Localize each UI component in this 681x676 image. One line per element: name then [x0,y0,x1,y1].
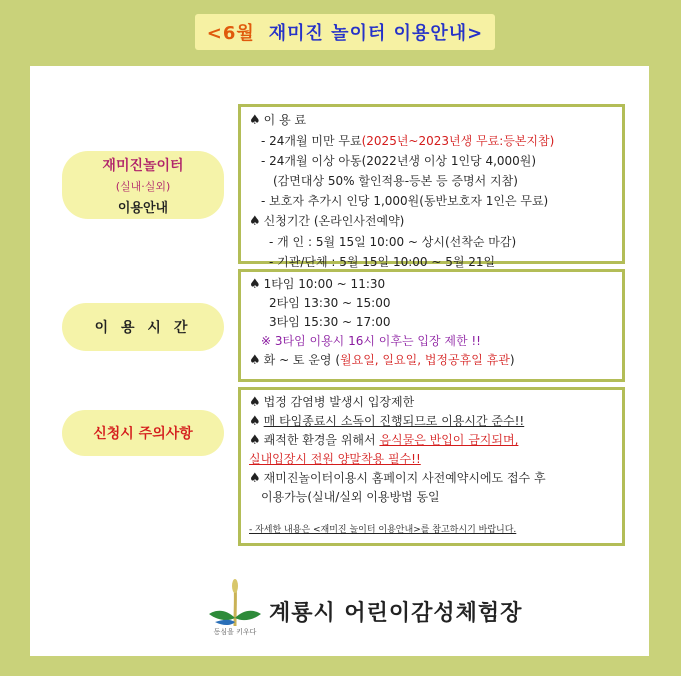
ops-a: 화 ~ 토 운영 ( [263,353,341,367]
fee-under24-row [249,131,614,151]
pill-usage-line3: 이용안내 [117,200,169,216]
ops-c: ) [509,353,515,367]
footer [205,578,545,642]
session1: 1타임 10:00 ~ 11:30 [263,277,386,291]
spade-icon: ♠ [249,353,261,368]
note3-c: 실내입장시 전원 양말착용 필수!! [249,452,421,466]
fee-under24-b: (2025년~2023년생 무료:등본지참) [361,134,555,148]
note3-b: 음식물은 반입이 금지되며, [379,433,519,447]
pill-usage-line1: 재미진놀이터 [102,157,184,174]
pill-usage-guide [62,151,224,219]
spade-icon: ♠ [249,113,261,128]
session1-row [249,275,614,294]
logo-caption: 동심을 키우다 [213,628,257,636]
session-note: ※ 3타임 이용시 16시 이후는 입장 제한 !! [261,334,481,348]
spade-icon: ♠ [249,471,261,486]
apply-heading: 신청기간 (온라인사전예약) [263,214,405,228]
apply-heading-row [249,211,614,232]
title-text: 재미진 놀이터 이용안내> [268,23,484,44]
session2: 2타임 13:30 ~ 15:00 [269,296,391,310]
time-box [238,269,625,382]
apply-individual: - 개 인 : 5월 15일 10:00 ~ 상시(선착순 마감) [269,235,517,249]
note4-row [249,469,614,488]
apply-group: - 기관/단체 : 5월 15일 10:00 ~ 5월 21일 [269,255,496,269]
fee-over24: - 24개월 이상 아동(2022년생 이상 1인당 4,000원) [261,154,537,168]
pill-precautions-label: 신청시 주의사항 [93,426,193,442]
spade-icon: ♠ [249,277,261,292]
fee-guardian: - 보호자 추가시 인당 1,000원(동반보호자 1인은 무료) [261,194,549,208]
spade-icon: ♠ [249,214,261,229]
note2-row [249,412,614,431]
pill-usage-time [62,303,224,351]
fee-under24-a: - 24개월 미만 무료 [261,134,362,148]
organization-name: 계룡시 어린이감성체험장 [269,600,523,626]
spade-icon: ♠ [249,433,261,448]
fee-discount: (감면대상 50% 할인적용-등본 등 증명서 지참) [273,174,518,188]
fee-heading: 이 용 료 [263,113,307,127]
precautions-box [238,387,625,546]
title-month: <6월 [206,23,255,44]
fee-box [238,104,625,269]
pill-precautions [62,410,224,456]
fee-heading-row [249,110,614,131]
note2: 매 타임종료시 소독이 진행되므로 이용시간 준수!! [263,414,525,428]
pill-usage-time-label: 이 용 시 간 [94,320,192,336]
ops-closed-days: 월요일, 일요일, 법정공휴일 휴관 [340,353,510,367]
session3: 3타임 15:30 ~ 17:00 [269,315,391,329]
footnote: - 자세한 내용은 <재미진 놀이터 이용안내>를 참고하시기 바랍니다. [249,525,517,535]
note3-a: 쾌적한 환경을 위해서 [263,433,380,447]
title-banner [195,14,495,50]
pill-usage-line2: (실내·실외) [115,179,171,193]
note1-row [249,393,614,412]
note4-a: 재미진놀이터이용시 홈페이지 사전예약시에도 접수 후 [263,471,546,485]
spade-icon: ♠ [249,395,261,410]
ops-row [249,351,614,370]
sprout-logo-icon [205,578,265,628]
note3-row [249,431,614,450]
note1: 법정 감염병 발생시 입장제한 [263,395,415,409]
note4-b: 이용가능(실내/실외 이용방법 동일 [261,490,440,504]
spade-icon: ♠ [249,414,261,429]
